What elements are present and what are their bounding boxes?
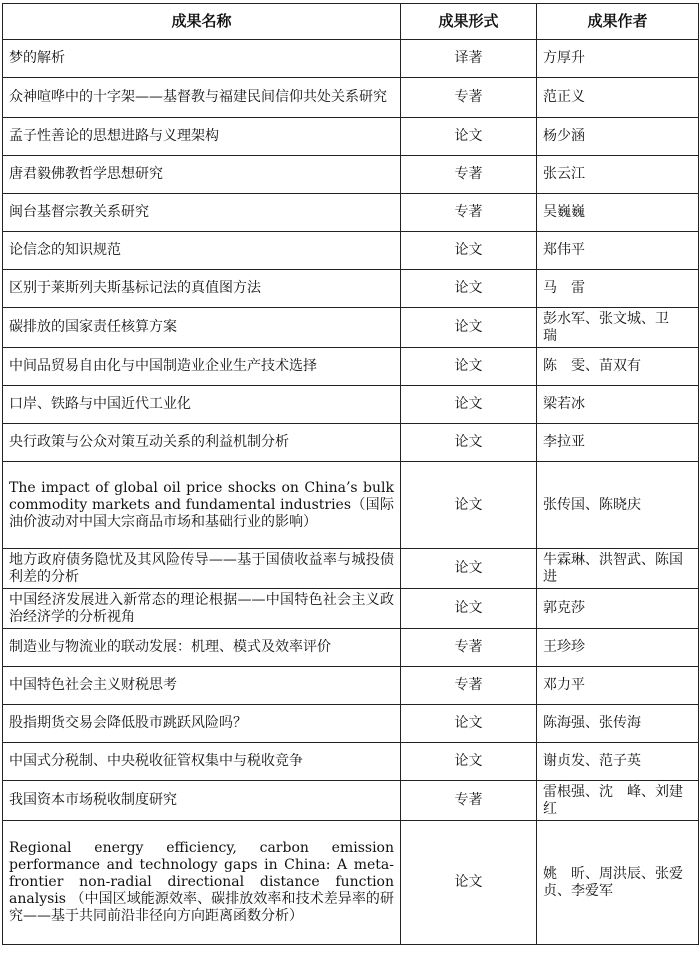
cell-form: 论文 xyxy=(401,462,537,549)
cell-title: 中间品贸易自由化与中国制造业企业生产技术选择 xyxy=(3,348,401,386)
cell-author: 王珍珍 xyxy=(537,629,699,667)
table-row xyxy=(3,386,699,424)
cell-author: 杨少涵 xyxy=(537,118,699,156)
cell-form: 专著 xyxy=(401,781,537,821)
cell-title: Regional energy efficiency, carbon emission performance and technology gaps in China: A meta-frontier non-radial directional distance function analysis （中国区域能源效率、碳排放效率和技术差异率的研究——基于共同前沿非径向方向距离函数分析） xyxy=(3,821,401,945)
cell-author: 马 雷 xyxy=(537,270,699,308)
table-row xyxy=(3,462,699,549)
header-row xyxy=(3,4,699,40)
cell-form: 论文 xyxy=(401,308,537,348)
cell-form: 专著 xyxy=(401,156,537,194)
header-author: 成果作者 xyxy=(537,4,699,40)
cell-title: 梦的解析 xyxy=(3,40,401,78)
cell-title: 我国资本市场税收制度研究 xyxy=(3,781,401,821)
cell-title: 中国式分税制、中央税收征管权集中与税收竞争 xyxy=(3,743,401,781)
cell-form: 论文 xyxy=(401,821,537,945)
table-row xyxy=(3,118,699,156)
cell-form: 专著 xyxy=(401,629,537,667)
cell-title: 中国经济发展进入新常态的理论根据——中国特色社会主义政治经济学的分析视角 xyxy=(3,589,401,629)
cell-form: 专著 xyxy=(401,667,537,705)
table-row xyxy=(3,424,699,462)
cell-author: 陈海强、张传海 xyxy=(537,705,699,743)
cell-title: 央行政策与公众对策互动关系的利益机制分析 xyxy=(3,424,401,462)
cell-author: 范正义 xyxy=(537,78,699,118)
cell-title: The impact of global oil price shocks on China’s bulk commodity markets and fundamental industries（国际油价波动对中国大宗商品市场和基础行业的影响） xyxy=(3,462,401,549)
cell-title: 地方政府债务隐忧及其风险传导——基于国债收益率与城投债利差的分析 xyxy=(3,549,401,589)
cell-form: 论文 xyxy=(401,549,537,589)
achievements-table xyxy=(2,3,699,945)
cell-form: 论文 xyxy=(401,270,537,308)
cell-title: 众神喧哗中的十字架——基督教与福建民间信仰共处关系研究 xyxy=(3,78,401,118)
cell-form: 专著 xyxy=(401,194,537,232)
header-title: 成果名称 xyxy=(3,4,401,40)
cell-form: 论文 xyxy=(401,232,537,270)
table-row xyxy=(3,549,699,589)
cell-author: 雷根强、沈 峰、刘建红 xyxy=(537,781,699,821)
table-row xyxy=(3,781,699,821)
table-row xyxy=(3,232,699,270)
cell-title: 论信念的知识规范 xyxy=(3,232,401,270)
cell-author: 姚 昕、周洪辰、张爱贞、李爱军 xyxy=(537,821,699,945)
cell-form: 论文 xyxy=(401,424,537,462)
cell-form: 论文 xyxy=(401,348,537,386)
cell-form: 论文 xyxy=(401,386,537,424)
table-row xyxy=(3,348,699,386)
cell-author: 郭克莎 xyxy=(537,589,699,629)
cell-author: 吴巍巍 xyxy=(537,194,699,232)
cell-title: 孟子性善论的思想进路与义理架构 xyxy=(3,118,401,156)
cell-form: 专著 xyxy=(401,78,537,118)
table-row xyxy=(3,78,699,118)
cell-title: 碳排放的国家责任核算方案 xyxy=(3,308,401,348)
cell-title: 中国特色社会主义财税思考 xyxy=(3,667,401,705)
cell-author: 牛霖琳、洪智武、陈国进 xyxy=(537,549,699,589)
cell-title: 唐君毅佛教哲学思想研究 xyxy=(3,156,401,194)
table-row xyxy=(3,156,699,194)
header-form: 成果形式 xyxy=(401,4,537,40)
cell-author: 陈 雯、苗双有 xyxy=(537,348,699,386)
cell-author: 彭水军、张文城、卫 瑞 xyxy=(537,308,699,348)
cell-title: 股指期货交易会降低股市跳跃风险吗？ xyxy=(3,705,401,743)
table-row xyxy=(3,629,699,667)
cell-author: 张云江 xyxy=(537,156,699,194)
cell-author: 谢贞发、范子英 xyxy=(537,743,699,781)
table-row xyxy=(3,667,699,705)
cell-author: 邓力平 xyxy=(537,667,699,705)
cell-author: 张传国、陈晓庆 xyxy=(537,462,699,549)
table-row xyxy=(3,308,699,348)
cell-title: 闽台基督宗教关系研究 xyxy=(3,194,401,232)
table-row xyxy=(3,821,699,945)
cell-form: 论文 xyxy=(401,118,537,156)
table-row xyxy=(3,194,699,232)
cell-form: 论文 xyxy=(401,743,537,781)
cell-author: 李拉亚 xyxy=(537,424,699,462)
cell-title: 口岸、铁路与中国近代工业化 xyxy=(3,386,401,424)
cell-author: 方厚升 xyxy=(537,40,699,78)
cell-form: 论文 xyxy=(401,705,537,743)
table-row xyxy=(3,40,699,78)
table-row xyxy=(3,705,699,743)
table-row xyxy=(3,743,699,781)
cell-title: 制造业与物流业的联动发展：机理、模式及效率评价 xyxy=(3,629,401,667)
table-row xyxy=(3,270,699,308)
cell-author: 梁若冰 xyxy=(537,386,699,424)
cell-form: 译著 xyxy=(401,40,537,78)
cell-author: 郑伟平 xyxy=(537,232,699,270)
table-row xyxy=(3,589,699,629)
cell-title: 区别于莱斯列夫斯基标记法的真值图方法 xyxy=(3,270,401,308)
cell-form: 论文 xyxy=(401,589,537,629)
